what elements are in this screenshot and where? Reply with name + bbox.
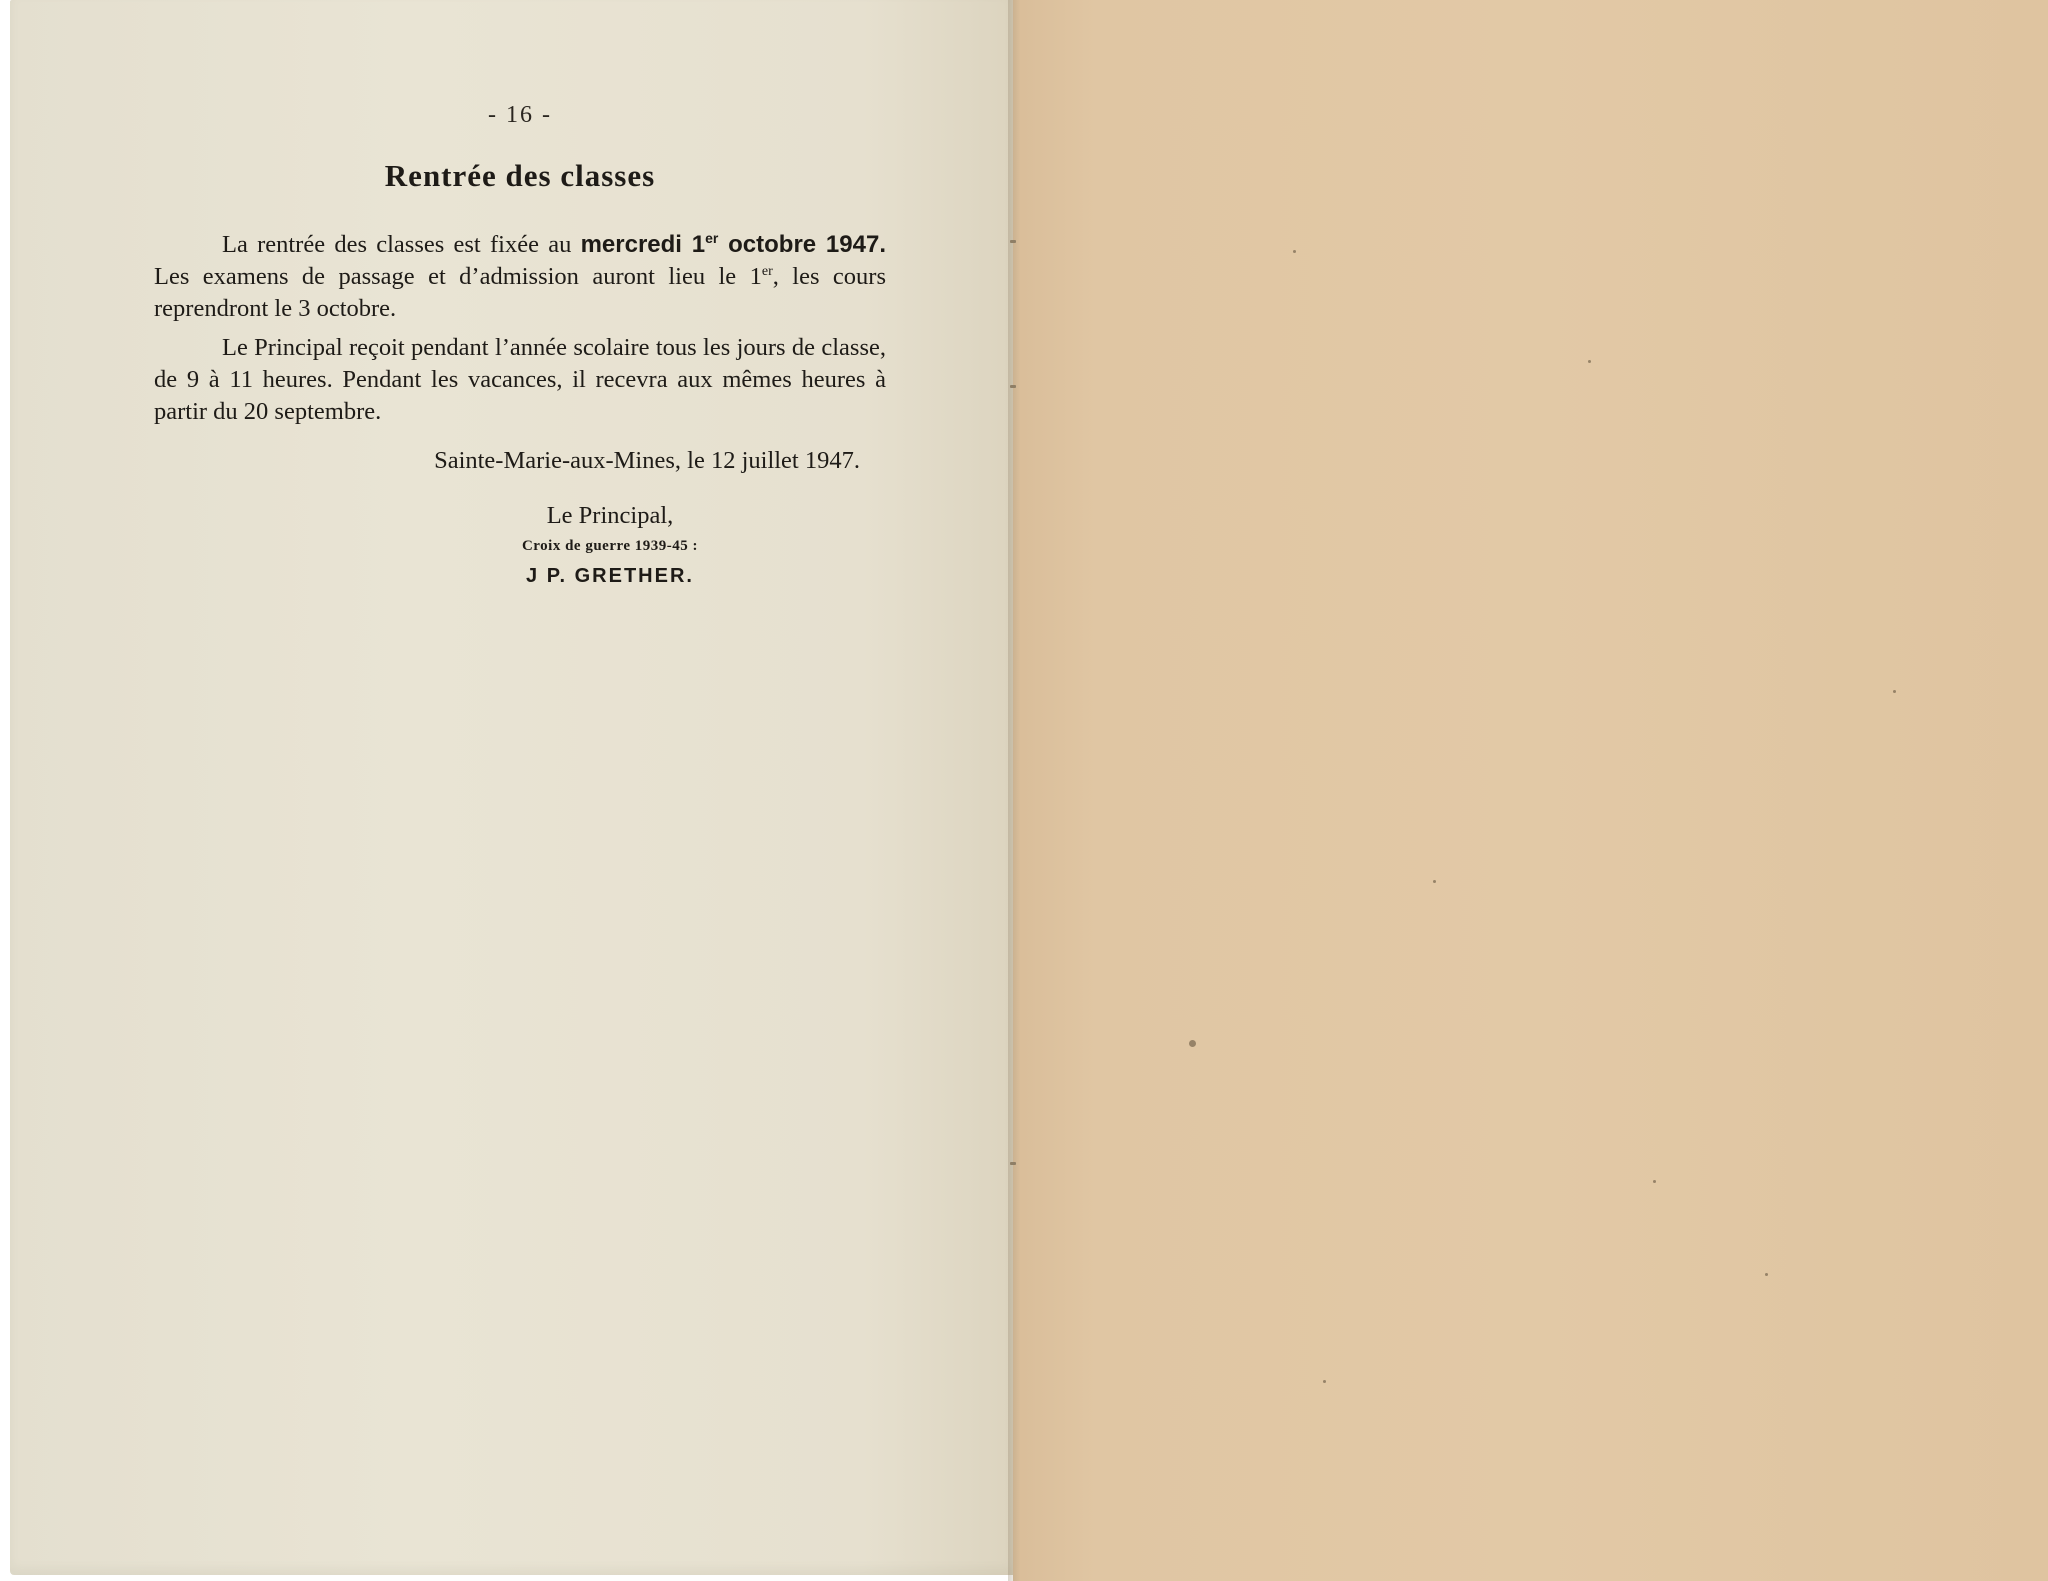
page-number: - 16 - (488, 102, 552, 128)
date-superscript: er (705, 230, 719, 246)
paragraph-office-hours (154, 332, 886, 428)
date-bold-part-2: octobre 1947. (718, 231, 886, 258)
paper-speck (1293, 250, 1296, 253)
page-heading: Rentrée des classes (384, 158, 656, 193)
paper-speck (1189, 1040, 1196, 1047)
exam-date-superscript: er (761, 263, 773, 279)
paragraph-2-text: Le Principal reçoit pendant l’année scolaire tous les jours de classe, de 9 à 11 heures. Pendant les vacances, il recevra aux mêmes heures à partir du 20 septembre. (154, 334, 886, 425)
signature-decoration: Croix de guerre 1939-45 : (521, 538, 699, 554)
binding-gutter (1008, 0, 1020, 1581)
signature-title: Le Principal, (546, 502, 674, 529)
paper-speck (1323, 1380, 1326, 1383)
paragraph-1-rest-1: Les examens de passage et d’admission auront lieu le 1 (154, 263, 762, 290)
paper-speck (1588, 360, 1591, 363)
paper-speck (1765, 1273, 1768, 1276)
reopening-date-bold (581, 231, 886, 258)
left-page (10, 0, 1013, 1575)
paper-speck (1893, 690, 1896, 693)
paragraph-1-rest-2: , les cours reprendront le 3 octobre. (154, 263, 886, 322)
date-bold-part-1: mercredi 1 (580, 231, 706, 258)
staple (1010, 1162, 1016, 1165)
paragraph-1-intro: La rentrée des classes est fixée au (222, 231, 581, 258)
staple (1010, 385, 1016, 388)
staple (1010, 240, 1016, 243)
paragraph-reopening-date (154, 229, 886, 325)
right-page-blank (1013, 0, 2048, 1581)
place-and-date: Sainte-Marie-aux-Mines, le 12 juillet 1947. (434, 447, 860, 474)
paper-speck (1433, 880, 1436, 883)
signature-name: J P. GRETHER. (526, 565, 694, 587)
paper-speck (1653, 1180, 1656, 1183)
